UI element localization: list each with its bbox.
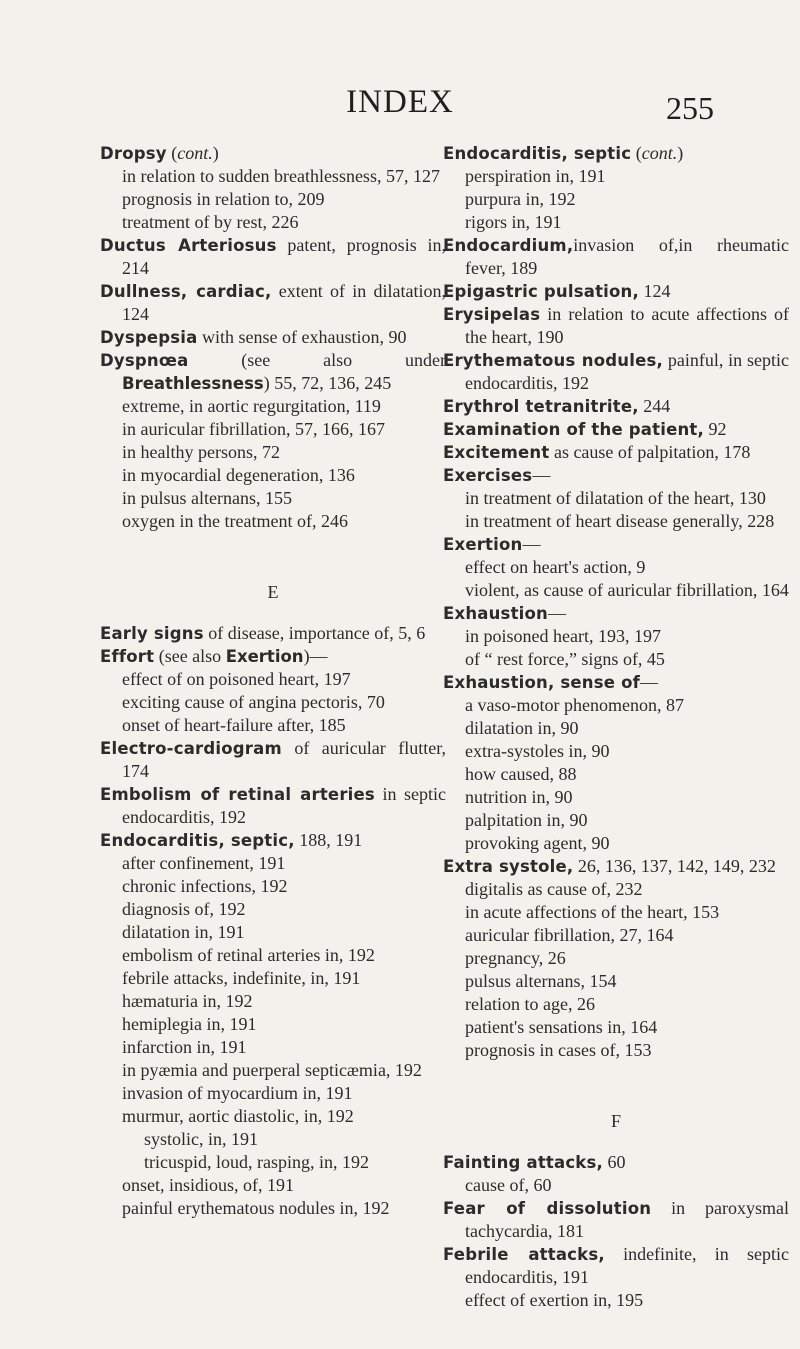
entry-heading: Exhaustion, sense of: [443, 673, 641, 692]
index-entry: [100, 234, 446, 280]
index-subentry: in pulsus alternans, 155: [122, 488, 292, 508]
index-subentry: febrile attacks, indefinite, in, 191: [122, 968, 361, 988]
entry-text: 26, 136, 137, 142, 149, 232: [573, 856, 776, 876]
entry-text: 124: [638, 281, 671, 301]
entry-heading: Exertion: [443, 535, 523, 554]
index-entry: [443, 280, 789, 303]
cross-reference: Exertion: [225, 647, 304, 666]
index-subentry: rigors in, 191: [465, 212, 562, 232]
index-subentry: in relation to sudden breathlessness, 57, 127: [122, 166, 440, 186]
entry-heading: Epigastric pulsation,: [443, 282, 639, 301]
index-subentry: purpura in, 192: [465, 189, 576, 209]
index-subentry: effect of on poisoned heart, 197: [122, 669, 351, 689]
index-subentry: pulsus alternans, 154: [465, 971, 617, 991]
index-subentry: nutrition in, 90: [465, 787, 573, 807]
entry-heading: Electro-cardiogram: [100, 739, 282, 758]
entry-text: 244: [638, 396, 671, 416]
page-header: [0, 72, 800, 132]
index-subentry: provoking agent, 90: [465, 833, 610, 853]
index-subentry: embolism of retinal arteries in, 192: [122, 945, 375, 965]
entry-text: with sense of exhaustion, 90: [197, 327, 407, 347]
index-entry: [443, 464, 789, 487]
entry-text: —: [548, 603, 566, 623]
index-subentry: cause of, 60: [465, 1175, 552, 1195]
entry-heading: Dyspepsia: [100, 328, 198, 347]
index-entry: [100, 783, 446, 829]
index-subentry: after confinement, 191: [122, 853, 286, 873]
index-entry: [443, 418, 789, 441]
entry-text: extent of in dilatation, 124: [122, 281, 446, 324]
index-subentry: oxygen in the treatment of, 246: [122, 511, 348, 531]
section-letter: F: [610, 1111, 621, 1131]
entry-heading: Exhaustion: [443, 604, 548, 623]
index-subentry: of “ rest force,” signs of, 45: [465, 649, 665, 669]
index-entry: [443, 1243, 789, 1289]
index-subentry: violent, as cause of auricular fibrillation, 164: [465, 580, 789, 600]
entry-text: of disease, importance of, 5, 6: [203, 623, 426, 643]
entry-text: of auricular flutter, 174: [122, 738, 446, 781]
entry-text: patent, prognosis in, 214: [122, 235, 446, 278]
entry-heading: Extra systole,: [443, 857, 574, 876]
entry-text: in relation to acute affections of the heart, 190: [465, 304, 789, 347]
index-entry: [443, 234, 789, 280]
index-entry: Dropsy (cont.): [100, 143, 219, 163]
index-entry: [443, 602, 789, 625]
entry-heading: Erythematous nodules,: [443, 351, 663, 370]
section-letter: E: [267, 582, 279, 602]
index-subentry: relation to age, 26: [465, 994, 595, 1014]
index-entry: [443, 349, 789, 395]
index-entry: Endocarditis, septic (cont.): [443, 143, 684, 163]
index-subentry: in acute affections of the heart, 153: [465, 902, 720, 922]
index-subentry: how caused, 88: [465, 764, 577, 784]
index-subentry: infarction in, 191: [122, 1037, 247, 1057]
entry-text: 60: [602, 1152, 626, 1172]
entry-heading: Ductus Arteriosus: [100, 236, 277, 255]
index-entry: [100, 280, 446, 326]
index-subentry: in myocardial degeneration, 136: [122, 465, 355, 485]
entry-heading: Fainting attacks,: [443, 1153, 603, 1172]
page-number: 255: [666, 90, 714, 126]
continued-marker: cont.: [177, 143, 213, 163]
index-subentry: in auricular fibrillation, 57, 166, 167: [122, 419, 385, 439]
index-subentry: extreme, in aortic regurgitation, 119: [122, 396, 381, 416]
entry-heading: Embolism of retinal arteries: [100, 785, 375, 804]
entry-heading: Dropsy: [100, 144, 167, 163]
index-subentry: tricuspid, loud, rasping, in, 192: [144, 1152, 369, 1172]
entry-text: in septic endocarditis, 192: [122, 784, 446, 827]
index-subentry: exciting cause of angina pectoris, 70: [122, 692, 385, 712]
index-subentry: patient's sensations in, 164: [465, 1017, 658, 1037]
entry-text: (see also under: [188, 350, 446, 370]
entry-text: as cause of palpitation, 178: [549, 442, 751, 462]
index-subentry: prognosis in cases of, 153: [465, 1040, 652, 1060]
entry-text: indefinite, in septic endocarditis, 191: [465, 1244, 790, 1287]
index-subentry: chronic infections, 192: [122, 876, 288, 896]
index-subentry: digitalis as cause of, 232: [465, 879, 643, 899]
entry-heading: Endocardium,: [443, 236, 574, 255]
entry-heading: Examination of the patient,: [443, 420, 704, 439]
index-entry: [100, 622, 446, 645]
cross-reference: Breathlessness: [122, 374, 264, 393]
index-subentry: painful erythematous nodules in, 192: [122, 1198, 390, 1218]
entry-heading: Endocarditis, septic,: [100, 831, 295, 850]
index-subentry: dilatation in, 191: [122, 922, 245, 942]
entry-text: 92: [703, 419, 727, 439]
index-subentry: hæmaturia in, 192: [122, 991, 253, 1011]
index-column-left: [100, 142, 446, 1220]
index-subentry: in treatment of dilatation of the heart, 130: [465, 488, 766, 508]
entry-text: —: [640, 672, 659, 692]
entry-text: )—: [303, 646, 328, 666]
entry-text: in paroxysmal tachycardia, 181: [465, 1198, 790, 1241]
entry-heading: Erysipelas: [443, 305, 541, 324]
entry-text: ) 55, 72, 136, 245: [263, 373, 392, 393]
entry-text: painful, in septic endocarditis, 192: [465, 350, 789, 393]
index-subentry: a vaso-motor phenomenon, 87: [465, 695, 684, 715]
index-entry: [100, 829, 446, 852]
index-entry: [443, 855, 789, 878]
entry-text: —: [522, 534, 541, 554]
index-subentry: effect of exertion in, 195: [465, 1290, 644, 1310]
index-column-right: [443, 142, 789, 1312]
index-subentry: in healthy persons, 72: [122, 442, 280, 462]
index-subentry: onset, insidious, of, 191: [122, 1175, 295, 1195]
entry-text: 188, 191: [294, 830, 363, 850]
index-entry: [443, 303, 789, 349]
entry-heading: Exercises: [443, 466, 533, 485]
index-subentry: in treatment of heart disease generally, 228: [465, 511, 775, 531]
entry-heading: Endocarditis, septic: [443, 144, 632, 163]
index-entry: [100, 737, 446, 783]
index-subentry: treatment of by rest, 226: [122, 212, 299, 232]
index-entry: [100, 645, 446, 668]
index-entry: [443, 1197, 789, 1243]
index-subentry: hemiplegia in, 191: [122, 1014, 257, 1034]
entry-heading: Fear of dissolution: [443, 1199, 652, 1218]
entry-heading: Febrile attacks,: [443, 1245, 605, 1264]
index-subentry: onset of heart-failure after, 185: [122, 715, 346, 735]
entry-heading: Dyspnœa: [100, 351, 189, 370]
index-subentry: effect on heart's action, 9: [465, 557, 646, 577]
entry-text: invasion of,in rheumatic fever, 189: [465, 235, 789, 278]
entry-heading: Effort: [100, 647, 155, 666]
entry-heading: Erythrol tetranitrite,: [443, 397, 639, 416]
entry-heading: Dullness, cardiac,: [100, 282, 272, 301]
index-entry: [443, 395, 789, 418]
index-subentry: dilatation in, 90: [465, 718, 579, 738]
index-subentry: prognosis in relation to, 209: [122, 189, 325, 209]
page-title: INDEX: [346, 84, 454, 120]
index-subentry: extra-systoles in, 90: [465, 741, 610, 761]
entry-text: —: [532, 465, 551, 485]
index-entry: [443, 1151, 789, 1174]
index-subentry: pregnancy, 26: [465, 948, 566, 968]
index-entry: [443, 533, 789, 556]
entry-heading: Early signs: [100, 624, 204, 643]
index-entry: [443, 671, 789, 694]
index-entry: [100, 326, 446, 349]
index-subentry: in pyæmia and puerperal septicæmia, 192: [122, 1060, 422, 1080]
index-subentry: palpitation in, 90: [465, 810, 588, 830]
index-entry: [443, 441, 789, 464]
index-subentry: perspiration in, 191: [465, 166, 606, 186]
index-subentry: diagnosis of, 192: [122, 899, 246, 919]
index-subentry: invasion of myocardium in, 191: [122, 1083, 353, 1103]
index-subentry: systolic, in, 191: [144, 1129, 259, 1149]
continued-marker: cont.: [641, 143, 678, 163]
index-subentry: auricular fibrillation, 27, 164: [465, 925, 674, 945]
entry-heading: Excitement: [443, 443, 550, 462]
entry-text: (see also: [154, 646, 226, 666]
index-entry: [100, 349, 446, 395]
index-subentry: murmur, aortic diastolic, in, 192: [122, 1106, 354, 1126]
index-subentry: in poisoned heart, 193, 197: [465, 626, 661, 646]
